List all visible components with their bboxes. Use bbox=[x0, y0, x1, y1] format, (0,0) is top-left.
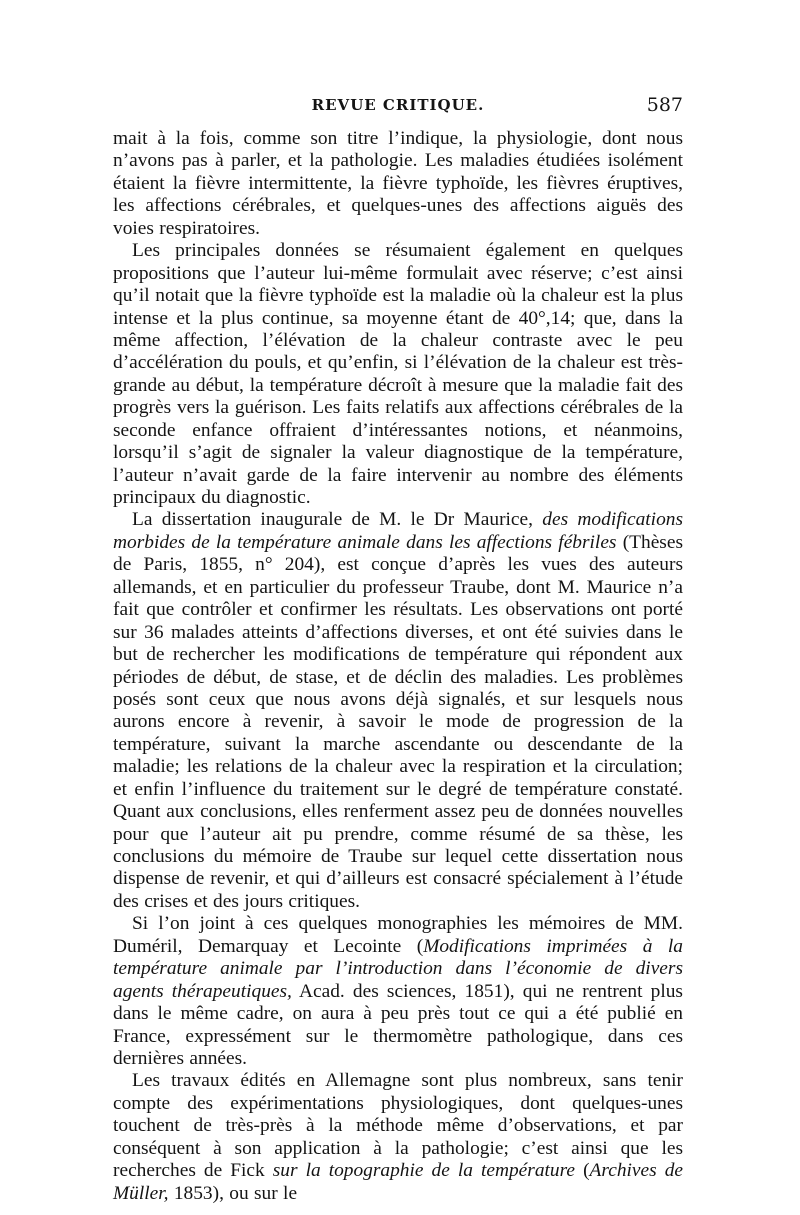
text-run: Les principales données se résumaient également en quelques propositions que l’auteur lui-même formulait avec réserve; c’est ainsi qu’il notait que la fièvre typhoïde est la maladie où la chaleur est la plus intense et la plus continue, sa moyenne étant de 40°,14; que, dans la même affection, l’élévation de la chaleur contraste avec le peu d’accélération du pouls, et qu’enfin, si l’élévation de la chaleur est très-grande au début, la température décroît à mesure que la maladie fait des progrès vers la guérison. Les faits relatifs aux affections cérébrales de la seconde enfance offraient d’intéressantes notions, et néanmoins, lorsqu’il s’agit de signaler la valeur diagnostique de la température, l’auteur n’avait garde de la faire intervenir au nombre des éléments principaux du diagnostic. bbox=[113, 240, 683, 508]
italic-text: des modifications morbides de la température animale dans les affections fébriles bbox=[113, 509, 684, 553]
running-head-title: REVUE CRITIQUE. bbox=[311, 96, 485, 114]
running-head bbox=[113, 92, 683, 118]
text-run: Si l’on joint à ces quelques monographies les mémoires de MM. Duméril, Demarquay et Lecointe ( bbox=[113, 913, 683, 957]
paragraph bbox=[113, 1070, 683, 1205]
text-run: Les travaux édités en Allemagne sont plus nombreux, sans tenir compte des expérimentations physiologiques, dont quelques-unes touchent de très-près à la méthode même d’observations, et par conséquent à son application à la pathologie; c’est ainsi que les recherches de Fick bbox=[113, 1070, 683, 1182]
text-run: La dissertation inaugurale de M. le Dr Maurice, bbox=[132, 509, 543, 531]
paragraph bbox=[113, 240, 683, 509]
body-text bbox=[113, 128, 683, 1205]
paragraph bbox=[113, 913, 683, 1070]
italic-text: sur la topographie de la température bbox=[272, 1160, 576, 1182]
italic-text: Archives de Müller, bbox=[113, 1160, 684, 1204]
text-run: 1853), ou sur le bbox=[168, 1182, 298, 1204]
text-run: Acad. des sciences, 1851), qui ne rentrent plus dans le même cadre, on aura à peu près tout ce qui a été publié en France, expressément sur le thermomètre pathologique, dans ces dernières années. bbox=[113, 980, 683, 1069]
paragraph bbox=[113, 128, 683, 240]
text-run: mait à la fois, comme son titre l’indique, la physiologie, dont nous n’avons pas à parler, et la pathologie. Les maladies étudiées isolément étaient la fièvre intermittente, la fièvre typhoïde, les fièvres éruptives, les affections cérébrales, et quelques-unes des affections aiguës des voies respiratoires. bbox=[113, 128, 683, 239]
italic-text: Modifications imprimées à la température animale par l’introduction dans l’économie de divers agents thérapeutiques, bbox=[113, 935, 683, 1002]
paragraph bbox=[113, 509, 683, 913]
text-run: (Thèses de Paris, 1855, n° 204), est conçue d’après les vues des auteurs allemands, et en particulier du professeur Traube, dont M. Maurice n’a fait que contrôler et confirmer les résultats. Les observations ont porté sur 36 malades atteints d’affections diverses, et ont été suivies dans le but de rechercher les modifications de température qui répondent aux périodes de début, de stase, et de déclin des maladies. Les problèmes posés sont ceux que nous avons déjà signalés, et sur lesquels nous aurons encore à revenir, à savoir le mode de progression de la température, suivant la marche ascendante ou descendante de la maladie; les relations de la chaleur avec la respiration et la circulation; et enfin l’influence du traitement sur le degré de température constaté. Quant aux conclusions, elles renferment assez peu de données nouvelles pour que l’auteur ait pu prendre, comme résumé de sa thèse, les conclusions du mémoire de Traube sur lequel cette dissertation nous dispense de revenir, et qui d’ailleurs est consacré spécialement à l’étude des crises et des jours critiques. bbox=[113, 531, 683, 912]
text-run: ( bbox=[575, 1160, 590, 1182]
page-number: 587 bbox=[646, 94, 683, 116]
